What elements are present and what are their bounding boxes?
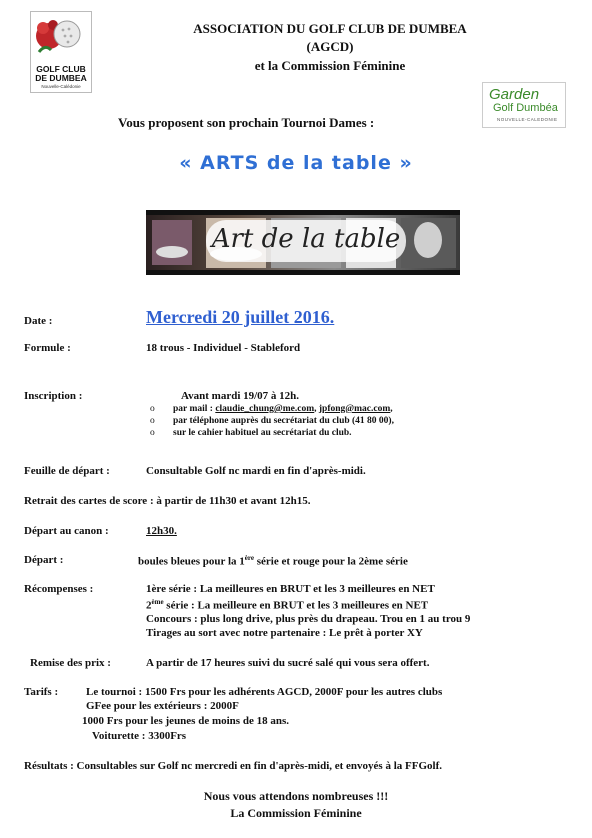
mail-prefix: par mail : [173, 404, 216, 414]
intro-text: Vous proposent son prochain Tournoi Dames : [118, 115, 375, 130]
formule-label: Formule : [24, 342, 71, 354]
rec2-pre: 2 [146, 599, 152, 612]
date-value: Mercredi 20 juillet 2016. [146, 307, 335, 327]
header-acronym: (AGCD) [306, 39, 354, 54]
formule-value: 18 trous - Individuel - Stableford [146, 342, 301, 354]
tarifs-line1: Le tournoi : 1500 Frs pour les adhérents AGCD, 2000F pour les autres clubs [86, 686, 443, 698]
logo-golf-dumbea-text: Golf Dumbéa [493, 102, 558, 114]
depart-text-pre: boules bleues pour la 1 [138, 555, 245, 568]
footer-line2: La Commission Féminine [230, 806, 362, 820]
art-de-la-table-banner [146, 210, 460, 275]
logo-text-line2: DE DUMBEA [35, 73, 87, 83]
banner-title: Art de la table [211, 224, 401, 254]
rec2-sup: ème [151, 598, 164, 606]
retrait-text: Retrait des cartes de score : à partir de 11h30 et avant 12h15. [24, 495, 311, 507]
canon-label: Départ au canon : [24, 525, 109, 537]
rec2-post: série : La meilleure en BRUT et les 3 meilleures en NET [163, 599, 429, 612]
tarifs-line3: 1000 Frs pour les jeunes de moins de 18 ans. [82, 715, 289, 727]
email-link-jpfong[interactable]: jpfong@mac.com [318, 404, 391, 414]
inscription-value: Avant mardi 19/07 à 12h. [181, 390, 300, 402]
garden-golf-dumbea-logo [482, 82, 566, 128]
tarifs-label: Tarifs : [24, 686, 59, 698]
bullet-icon: o [150, 428, 155, 438]
inscription-bullet-mail [150, 404, 450, 416]
logo-garden-text: Garden [489, 86, 540, 103]
inscription-bullet-cahier [150, 428, 450, 440]
cahier-text: sur le cahier habituel au secrétariat du club. [173, 428, 352, 438]
feuille-value: Consultable Golf nc mardi en fin d'après-midi. [146, 465, 366, 477]
header-commission: et la Commission Féminine [254, 58, 406, 73]
date-label: Date : [24, 315, 53, 327]
golf-ball-flower-icon [31, 12, 91, 60]
phone-text: par téléphone auprès du secrétariat du club (41 80 00), [173, 416, 394, 426]
depart-label: Départ : [24, 554, 64, 566]
recompenses-line1: 1ère série : La meilleures en BRUT et les 3 meilleures en NET [146, 583, 435, 595]
depart-sup: ère [244, 554, 254, 562]
mail-sep: , [314, 404, 319, 414]
logo-text-line3: Nouvelle-Calédonie [41, 84, 81, 89]
inscription-label: Inscription : [24, 390, 83, 402]
bullet-icon: o [150, 416, 155, 426]
canon-value: 12h30. [146, 525, 177, 537]
resultats-text: Résultats : Consultables sur Golf nc mercredi en fin d'après-midi, et envoyés à la FFGolf. [24, 760, 442, 772]
event-title: « ARTS de la table » [179, 152, 413, 174]
feuille-label: Feuille de départ : [24, 465, 110, 477]
inscription-bullet-phone [150, 416, 450, 428]
logo-text-line1: GOLF CLUB [36, 64, 86, 74]
email-link-claudie[interactable]: claudie_chung@me.com [215, 404, 315, 414]
recompenses-label: Récompenses : [24, 583, 94, 595]
logo-nc-text: NOUVELLE-CALEDONIE [497, 117, 558, 122]
golf-club-dumbea-logo [30, 11, 92, 93]
recompenses-line2 [146, 598, 428, 612]
bullet-icon: o [150, 404, 155, 414]
footer-line1: Nous vous attendons nombreuses !!! [203, 789, 389, 803]
remise-value: A partir de 17 heures suivi du sucré salé qui vous sera offert. [146, 657, 430, 669]
tarifs-line4: Voiturette : 3300Frs [92, 730, 187, 742]
depart-text-post: série et rouge pour la 2ème série [253, 555, 408, 568]
recompenses-line3: Concours : plus long drive, plus près du drapeau. Trou en 1 au trou 9 [146, 613, 471, 625]
recompenses-line4: Tirages au sort avec notre partenaire : Le prêt à porter XY [146, 627, 423, 639]
remise-label: Remise des prix : [30, 657, 111, 669]
header-association: ASSOCIATION DU GOLF CLUB DE DUMBEA [193, 21, 467, 36]
mail-suffix: , [390, 404, 393, 414]
depart-value [138, 554, 408, 568]
tarifs-line2: GFee pour les extérieurs : 2000F [86, 700, 239, 712]
